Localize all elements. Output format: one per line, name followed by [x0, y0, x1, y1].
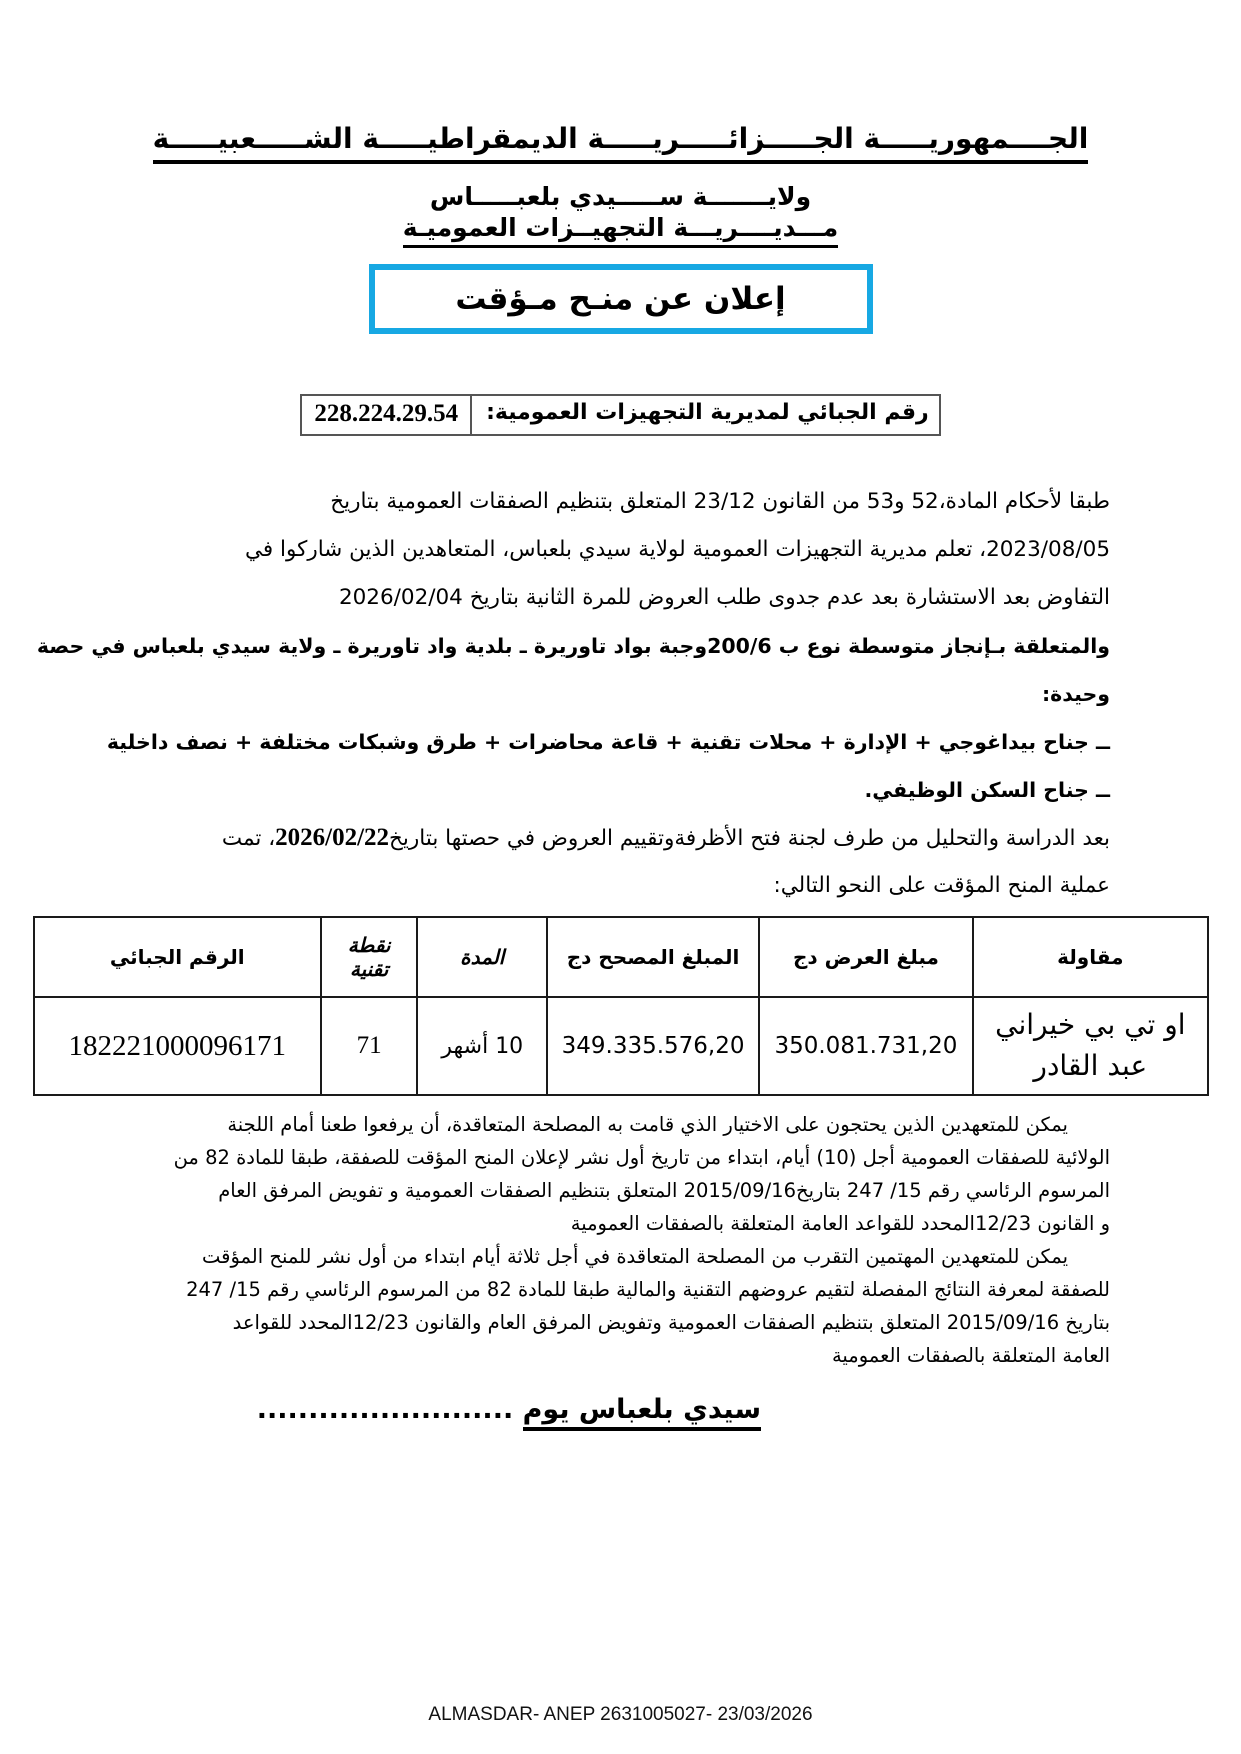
appeal-line-b3: بتاريخ 2015/09/16 المتعلق بتنظيم الصفقات العمومية وتفويض المرفق العام والقانون 12/23المحدد للقواعد	[232, 1311, 1110, 1334]
table-row	[34, 997, 1208, 1095]
wilaya-title: ولايـــــــة ســـــيدي بلعبـــــاس	[429, 182, 812, 211]
cell-fiscal-number: 182221000096171	[34, 997, 322, 1095]
fiscal-id-label: رقم الجبائي لمديرية التجهيزات العمومية:	[470, 396, 939, 434]
appeal-line-b2: للصفقة لمعرفة النتائج المفصلة لتقيم عروضهم التقنية والمالية طبقا للمادة 82 من المرسوم الرئاسي رقم 15/ 247	[186, 1278, 1110, 1301]
appeal-line-a4: و القانون 12/23المحدد للقواعد العامة المتعلقة بالصفقات العمومية	[570, 1212, 1110, 1235]
fiscal-id-strip	[300, 394, 940, 436]
body-line-2: 2023/08/05، تعلم مديرية التجهيزات العمومية لولاية سيدي بلعباس، المتعاهدين الذين شاركوا في	[244, 537, 1110, 562]
cell-duration: 10 أشهر	[417, 997, 547, 1095]
cell-contractor: او تي بي خيراني عبد القادر	[973, 997, 1207, 1095]
col-fiscal-number: الرقم الجبائي	[34, 917, 322, 997]
publication-footer: ALMASDAR- ANEP 2631005027- 23/03/2026	[428, 1704, 813, 1725]
body-line-9: عملية المنح المؤقت على النحو التالي:	[773, 873, 1110, 898]
body-line-3: التفاوض بعد الاستشارة بعد عدم جدوى طلب العروض للمرة الثانية بتاريخ 2026/02/04	[338, 585, 1110, 610]
signature-line	[0, 1394, 761, 1425]
body-line-1: طبقا لأحكام المادة،52 و53 من القانون 23/12 المتعلق بتنظيم الصفقات العمومية بتاريخ	[330, 489, 1110, 514]
award-table	[33, 916, 1209, 1096]
header-row	[34, 917, 1208, 997]
signature-dots: .........................	[256, 1394, 523, 1425]
fiscal-id-value: 228.224.29.54	[314, 400, 459, 427]
announcement-title: إعلان عن منـح مـؤقت	[455, 281, 786, 317]
evaluation-date: 2026/02/22	[275, 824, 390, 851]
cell-offer-amount: 350.081.731,20	[759, 997, 973, 1095]
body-line-8-post: ، تمت	[221, 826, 276, 851]
appeal-line-a1: يمكن للمتعهدين الذين يحتجون على الاختيار الذي قامت به المصلحة المتعاقدة، أن يرفعوا طعنا أمام اللجنة	[227, 1113, 1068, 1136]
col-offer-amount: مبلغ العرض دج	[759, 917, 973, 997]
body-line-8-pre: بعد الدراسة والتحليل من طرف لجنة فتح الأظرفةوتقييم العروض في حصتها بتاريخ	[389, 826, 1110, 851]
cell-corrected-amount: 349.335.576,20	[547, 997, 758, 1095]
body-line-5: وحيدة:	[1041, 682, 1110, 706]
announcement-title-box	[369, 264, 873, 334]
body-line-7: ــ جناح السكن الوظيفي.	[864, 778, 1110, 802]
cell-technical-score: 71	[321, 997, 417, 1095]
directorate-title-wrap	[0, 213, 1241, 248]
appeal-line-b4: العامة المتعلقة بالصفقات العمومية	[831, 1344, 1110, 1367]
award-table-head	[34, 917, 1208, 997]
republic-title: الجــــمهوريـــــة الجـــــزائـــــريـــــة الديمقراطيـــــة الشـــــعبيـــــة	[153, 122, 1089, 164]
col-contractor: مقاولة	[973, 917, 1207, 997]
body-line-6: ــ جناح بيداغوجي + الإدارة + محلات تقنية + قاعة محاضرات + طرق وشبكات مختلفة + نصف داخلية	[106, 730, 1110, 754]
appeal-line-a2: الولائية للصفقات العمومية أجل (10) أيام، ابتداء من تاريخ أول نشر لإعلان المنح المؤقت للصفقة، طبقا للمادة 82 من	[173, 1146, 1110, 1169]
col-corrected-amount: المبلغ المصحح دج	[547, 917, 758, 997]
body-line-8	[131, 814, 1110, 862]
appeal-line-b1: يمكن للمتعهدين المهتمين التقرب من المصلحة المتعاقدة في أجل ثلاثة أيام ابتداء من أول نشر للمنح المؤقت	[201, 1245, 1068, 1268]
col-technical-score: نقطة تقنية	[321, 917, 417, 997]
appeal-line-a3: المرسوم الرئاسي رقم 15/ 247 بتاريخ2015/09/16 المتعلق بتنظيم الصفقات العمومية و تفويض المرفق العام	[218, 1179, 1110, 1202]
appeal-paragraphs	[131, 1108, 1110, 1372]
body-line-4: والمتعلقة بـإنجاز متوسطة نوع ب 200/6وجبة بواد تاوريرة ـ بلدية واد تاوريرة ـ ولاية سيدي بلعباس في حصة	[36, 634, 1110, 658]
directorate-title: مـــديــــريـــة التجهيــزات العموميـة	[403, 213, 838, 248]
document-header	[0, 122, 1241, 248]
body-paragraph	[36, 478, 1110, 910]
signature-place-date: سيدي بلعباس يوم	[523, 1394, 761, 1431]
award-table-body	[34, 997, 1208, 1095]
col-duration: المدة	[417, 917, 547, 997]
